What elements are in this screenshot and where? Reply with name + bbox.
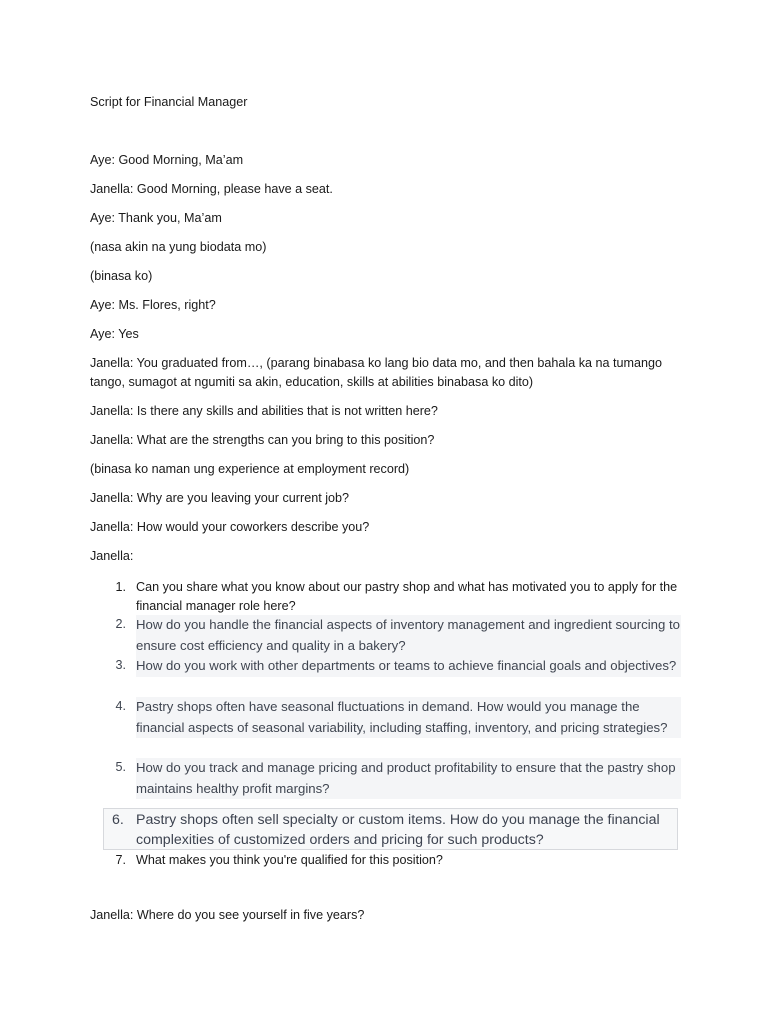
dialogue-line: Aye: Good Morning, Ma’am [90,153,244,167]
dialogue-line: (binasa ko) [90,269,153,283]
question-number: 6. [112,812,124,828]
question-text: Pastry shops often have seasonal fluctuations in demand. How would you manage the financial aspects of seasonal variability, including staffing, inventory, and pricing strategies? [136,697,681,738]
dialogue-line: Aye: Ms. Flores, right? [90,298,216,312]
closing-question: Janella: Where do you see yourself in five years? [90,908,365,922]
dialogue-line: Janella: What are the strengths can you bring to this position? [90,433,435,447]
question-number: 1. [115,580,126,594]
question-number: 4. [115,699,126,713]
dialogue-line: Janella: [90,549,134,563]
question-text: How do you handle the financial aspects of inventory management and ingredient sourcing to ensure cost efficiency and quality in a bakery? [136,615,681,656]
dialogue-line: (binasa ko naman ung experience at employment record) [90,462,410,476]
question-number: 7. [115,853,126,867]
question-text: Can you share what you know about our pastry shop and what has motivated you to apply for the financial manager role here? [136,580,678,613]
dialogue-line: Janella: How would your coworkers describe you? [90,520,370,534]
question-text: How do you track and manage pricing and product profitability to ensure that the pastry shop maintains healthy profit margins? [136,758,681,799]
dialogue-line: Aye: Thank you, Ma’am [90,211,222,225]
question-text: What makes you think you're qualified for this position? [136,853,443,867]
question-number: 3. [115,658,126,672]
pasted-question-box [103,808,678,850]
question-number: 5. [115,760,126,774]
question-text: How do you work with other departments or teams to achieve financial goals and objectives? [136,656,681,677]
question-text: Pastry shops often sell specialty or custom items. How do you manage the financial complexities of customized orders and pricing for such products? [136,812,660,848]
dialogue-line: Janella: You graduated from…, (parang binabasa ko lang bio data mo, and then bahala ka na tumango tango, sumagot at ngumiti sa akin, education, skills at abilities binabasa ko dito) [90,356,663,389]
document-title: Script for Financial Manager [90,95,248,109]
dialogue-line: Janella: Why are you leaving your current job? [90,491,350,505]
dialogue-line: (nasa akin na yung biodata mo) [90,240,267,254]
dialogue-line: Aye: Yes [90,327,139,341]
dialogue-line: Janella: Good Morning, please have a seat. [90,182,333,196]
question-number: 2. [115,617,126,631]
dialogue-line: Janella: Is there any skills and abilities that is not written here? [90,404,438,418]
